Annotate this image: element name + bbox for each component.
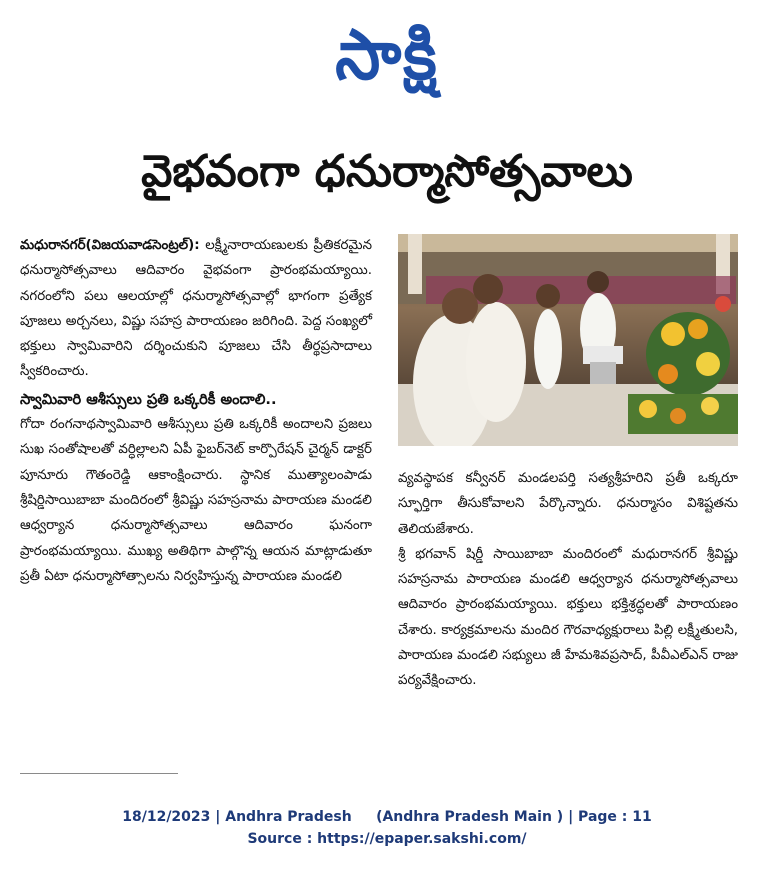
article-dateline: మధురానగర్(విజయవాడసెంట్రల్): bbox=[20, 238, 200, 253]
article-paragraph-4: శ్రీ భగవాన్ షిర్డీ సాయిబాబా మందిరంలో మధురానగర్ శ్రీవిష్ణు సహస్రనామ పారాయణ మండలి ఆధ్వర్యాన ధనుర్మాసోత్సవాలు ఆదివారం ప్రారంభమయ్యాయి. భక్తులు భక్తిశ్రద్ధలతో పారాయణం చేశారు. కార్యక్రమాలను మందిర గౌరవాధ్యక్షురాలు పిల్లి లక్ష్మీతులసి, పారాయణ మండలి సభ్యులు జీ హేమశివప్రసాద్, పీవీఎల్ఎన్ రాజు పర్యవేక్షించారు. bbox=[398, 546, 738, 689]
page-footer bbox=[0, 806, 774, 850]
article-paragraph-2: గోదా రంగనాథస్వామివారి ఆశీస్సులు ప్రతి ఒక్కరికీ అందాలని ప్రజలు సుఖ సంతోషాలతో వర్ధిల్లాలని ఏపీ ఫైబర్‌నెట్ కార్పొరేషన్ చైర్మన్ డాక్టర్ పూనూరు గౌతంరెడ్డి ఆకాంక్షించారు. స్థానిక ముత్యాలంపాడు శ్రీషిర్డిసాయిబాబా మందిరంలో శ్రీవిష్ణు సహస్రనామ పారాయణ మండలి ఆధ్వర్యాన ధనుర్మాసోత్సవాలు ఆదివారం ఘనంగా ప్రారంభమయ్యాయి. ముఖ్య అతిథిగా పాల్గొన్న ఆయన మాట్లాడుతూ ప్రతీ ఏటా ధనుర్మాసోత్సాలను నిర్వహిస్తున్న పారాయణ మండలి bbox=[20, 417, 372, 584]
footer-publication-line: 18/12/2023 | Andhra Pradesh (Andhra Pradesh Main ) | Page : 11 bbox=[122, 809, 652, 825]
article-paragraph-1 bbox=[20, 233, 372, 385]
article-paragraph-3: వ్యవస్థాపక కన్వీనర్ మండలపర్తి సత్యశ్రీహరిని ప్రతీ ఒక్కరూ స్ఫూర్తిగా తీసుకోవాలని పేర్కొన్నారు. ధనుర్మాసం విశిష్టతను తెలియజేశారు. bbox=[398, 471, 738, 537]
footer-source-line: Source : https://epaper.sakshi.com/ bbox=[247, 831, 527, 847]
column-end-divider bbox=[20, 773, 178, 774]
masthead bbox=[0, 14, 774, 104]
article-right-column bbox=[398, 466, 738, 694]
article-subhead: స్వామివారి ఆశీస్సులు ప్రతి ఒక్కరికీ అందాలి.. bbox=[20, 390, 277, 408]
article-photo bbox=[398, 234, 738, 446]
article-headline: వైభవంగా ధనుర్మాసోత్సవాలు bbox=[141, 146, 633, 197]
article-left-column bbox=[20, 233, 372, 589]
article-paragraph-1-text: లక్ష్మీనారాయణులకు ప్రీతికరమైన ధనుర్మాసోత్సవాలు ఆదివారం వైభవంగా ప్రారంభమయ్యాయి. నగరంలోని పలు ఆలయాల్లో ధనుర్మాసోత్సవాల్లో భాగంగా ప్రత్యేక పూజలు అర్చనలు, విష్ణు సహస్ర పారాయణం జరిగింది. పెద్ద సంఖ్యలో భక్తులు స్వామివారిని దర్శించుకుని పూజలు చేసి తీర్థప్రసాదాలు స్వీకరించారు. bbox=[20, 238, 372, 380]
sakshi-logo: సాక్షి bbox=[335, 16, 439, 96]
temple-ceremony-photo bbox=[398, 234, 738, 446]
